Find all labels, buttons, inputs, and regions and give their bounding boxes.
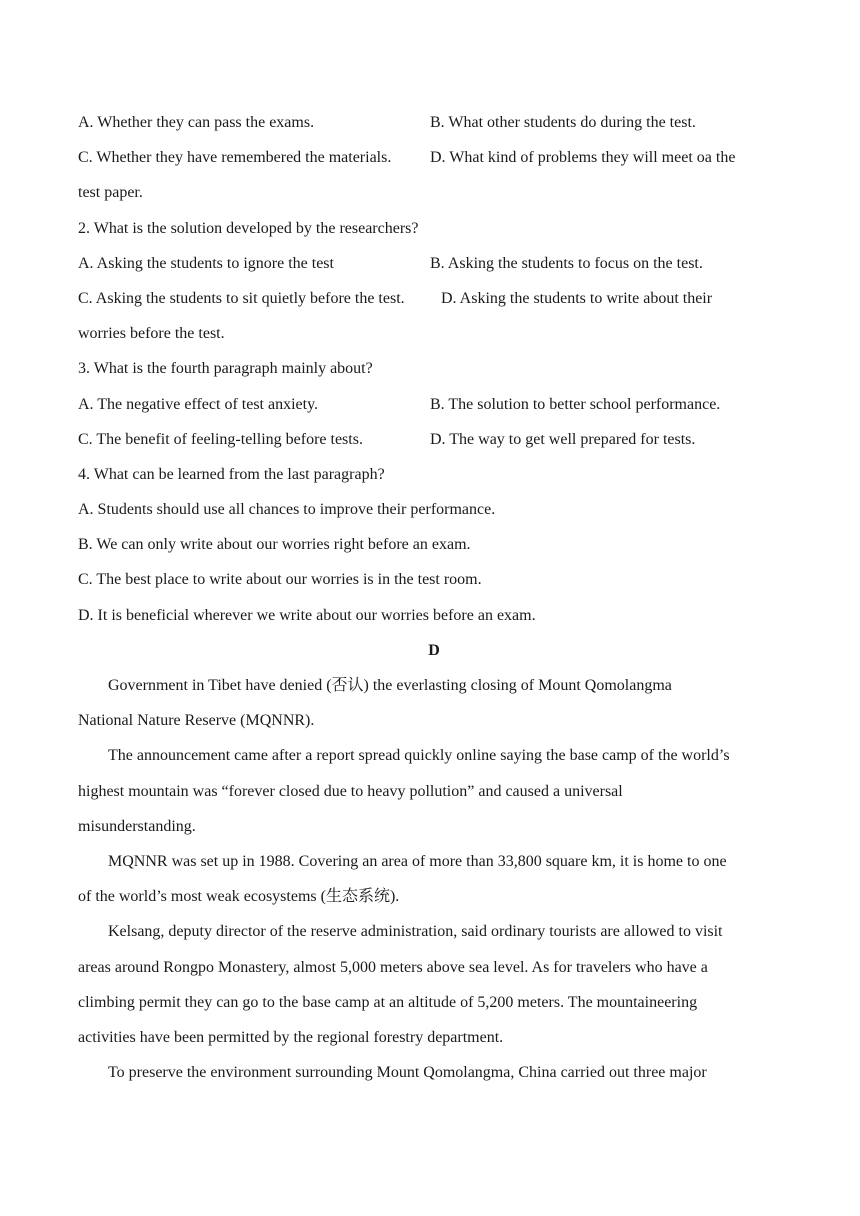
paragraph-4-line-1: Kelsang, deputy director of the reserve administration, said ordinary tourists are allowed to visit	[108, 923, 723, 941]
paragraph-4-line-3: climbing permit they can go to the base camp at an altitude of 5,200 meters. The mountaineering	[78, 993, 698, 1011]
q1-option-a: A. Whether they can pass the exams.	[78, 114, 315, 131]
q4-option-d: D. It is beneficial wherever we write about our worries before an exam.	[78, 606, 536, 624]
q2-option-d: D. Asking the students to write about their	[441, 289, 713, 307]
q3-question: 3. What is the fourth paragraph mainly about?	[78, 360, 373, 378]
q4-option-a: A. Students should use all chances to improve their performance.	[78, 501, 496, 519]
q2-options-row-2	[78, 281, 790, 316]
q4-question: 4. What can be learned from the last paragraph?	[78, 465, 385, 483]
paragraph-2-line-2: highest mountain was “forever closed due to heavy pollution” and caused a universal	[78, 782, 623, 800]
q4-option-b: B. We can only write about our worries right before an exam.	[78, 536, 471, 554]
paragraph-2-line-1: The announcement came after a report spread quickly online saying the base camp of the world’s	[108, 747, 730, 765]
q3-option-d: D. The way to get well prepared for tests.	[430, 430, 696, 448]
paragraph-2-line-3: misunderstanding.	[78, 817, 196, 835]
q3-option-a: A. The negative effect of test anxiety.	[78, 395, 319, 413]
q3-options-row-2	[78, 422, 790, 457]
q2-question: 2. What is the solution developed by the researchers?	[78, 219, 419, 237]
section-heading: D	[428, 641, 440, 659]
paragraph-1-line-2: National Nature Reserve (MQNNR).	[78, 712, 315, 730]
paragraph-3-line-1: MQNNR was set up in 1988. Covering an area of more than 33,800 square km, it is home to one	[108, 852, 727, 870]
q3-option-b: B. The solution to better school performance.	[430, 395, 721, 413]
paragraph-3-line-2: of the world’s most weak ecosystems (生态系统).	[78, 888, 400, 906]
q1-option-b: B. What other students do during the test.	[430, 114, 696, 131]
q1-option-d: D. What kind of problems they will meet oa the	[430, 149, 736, 167]
q1-option-d-continued: test paper.	[78, 184, 143, 202]
q3-options-row-1	[78, 387, 790, 422]
document-page	[78, 105, 790, 1090]
paragraph-1-line-1: Government in Tibet have denied (否认) the everlasting closing of Mount Qomolangma	[108, 677, 672, 694]
q4-option-c: C. The best place to write about our worries is in the test room.	[78, 571, 482, 589]
q2-options-row-1	[78, 246, 790, 281]
paragraph-4-line-2: areas around Rongpo Monastery, almost 5,000 meters above sea level. As for travelers who have a	[78, 958, 708, 976]
paragraph-5-line-1: To preserve the environment surrounding Mount Qomolangma, China carried out three major	[108, 1064, 707, 1082]
q3-option-c: C. The benefit of feeling-telling before tests.	[78, 430, 363, 448]
q2-option-a: A. Asking the students to ignore the test	[78, 254, 334, 272]
paragraph-4-line-4: activities have been permitted by the regional forestry department.	[78, 1028, 504, 1046]
q1-options-row-2	[78, 140, 790, 175]
q1-options-row-1	[78, 105, 790, 140]
q1-option-c: C. Whether they have remembered the materials.	[78, 149, 392, 167]
q2-option-b: B. Asking the students to focus on the test.	[430, 254, 703, 272]
q2-option-d-continued: worries before the test.	[78, 325, 225, 343]
q2-option-c: C. Asking the students to sit quietly before the test.	[78, 289, 405, 307]
